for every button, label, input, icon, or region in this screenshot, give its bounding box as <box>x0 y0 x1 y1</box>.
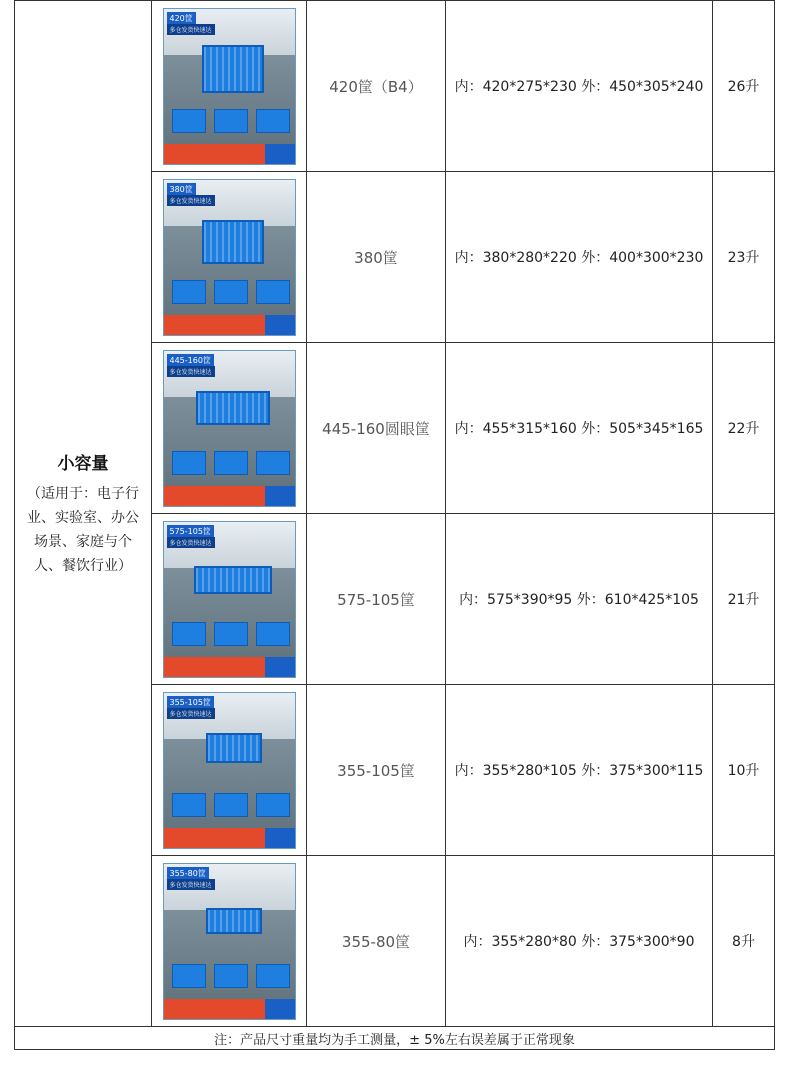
dimensions-cell: 内：380*280*220 外：400*300*230 <box>446 172 713 343</box>
product-image <box>163 8 296 165</box>
model-cell: 355-105筐 <box>307 685 446 856</box>
dimensions-cell: 内：355*280*80 外：375*300*90 <box>446 856 713 1027</box>
table-row <box>15 1 775 172</box>
footnote: 注：产品尺寸重量均为手工测量，± 5%左右误差属于正常现象 <box>15 1027 775 1050</box>
product-image-cell <box>152 856 307 1027</box>
capacity-cell: 22升 <box>713 343 775 514</box>
image-sublabel: 多仓发货快速达 <box>167 537 215 548</box>
dimensions-cell: 内：420*275*230 外：450*305*240 <box>446 1 713 172</box>
product-image <box>163 350 296 507</box>
model-cell: 420筐（B4） <box>307 1 446 172</box>
capacity-cell: 26升 <box>713 1 775 172</box>
image-label: 355-105筐 <box>167 696 214 709</box>
product-image <box>163 521 296 678</box>
image-label: 445-160筐 <box>167 354 214 367</box>
capacity-cell: 23升 <box>713 172 775 343</box>
capacity-cell: 8升 <box>713 856 775 1027</box>
category-description: （适用于：电子行业、实验室、办公场景、家庭与个人、餐饮行业） <box>27 486 139 574</box>
model-cell: 380筐 <box>307 172 446 343</box>
product-table <box>14 0 775 1050</box>
image-sublabel: 多仓发货快速达 <box>167 24 215 35</box>
image-label: 355-80筐 <box>167 867 209 880</box>
image-sublabel: 多仓发货快速达 <box>167 195 215 206</box>
product-image-cell <box>152 685 307 856</box>
product-image <box>163 692 296 849</box>
image-label: 380筐 <box>167 183 196 196</box>
capacity-cell: 21升 <box>713 514 775 685</box>
image-sublabel: 多仓发货快速达 <box>167 366 215 377</box>
model-cell: 575-105筐 <box>307 514 446 685</box>
dimensions-cell: 内：355*280*105 外：375*300*115 <box>446 685 713 856</box>
product-image-cell <box>152 1 307 172</box>
product-image-cell <box>152 343 307 514</box>
category-title: 小容量 <box>57 454 109 474</box>
model-cell: 445-160圆眼筐 <box>307 343 446 514</box>
capacity-cell: 10升 <box>713 685 775 856</box>
dimensions-cell: 内：575*390*95 外：610*425*105 <box>446 514 713 685</box>
image-label: 420筐 <box>167 12 196 25</box>
product-image-cell <box>152 172 307 343</box>
image-sublabel: 多仓发货快速达 <box>167 879 215 890</box>
image-sublabel: 多仓发货快速达 <box>167 708 215 719</box>
product-image <box>163 863 296 1020</box>
note-row <box>15 1027 775 1050</box>
image-label: 575-105筐 <box>167 525 214 538</box>
product-image <box>163 179 296 336</box>
dimensions-cell: 内：455*315*160 外：505*345*165 <box>446 343 713 514</box>
model-cell: 355-80筐 <box>307 856 446 1027</box>
category-cell <box>15 1 152 1027</box>
product-image-cell <box>152 514 307 685</box>
